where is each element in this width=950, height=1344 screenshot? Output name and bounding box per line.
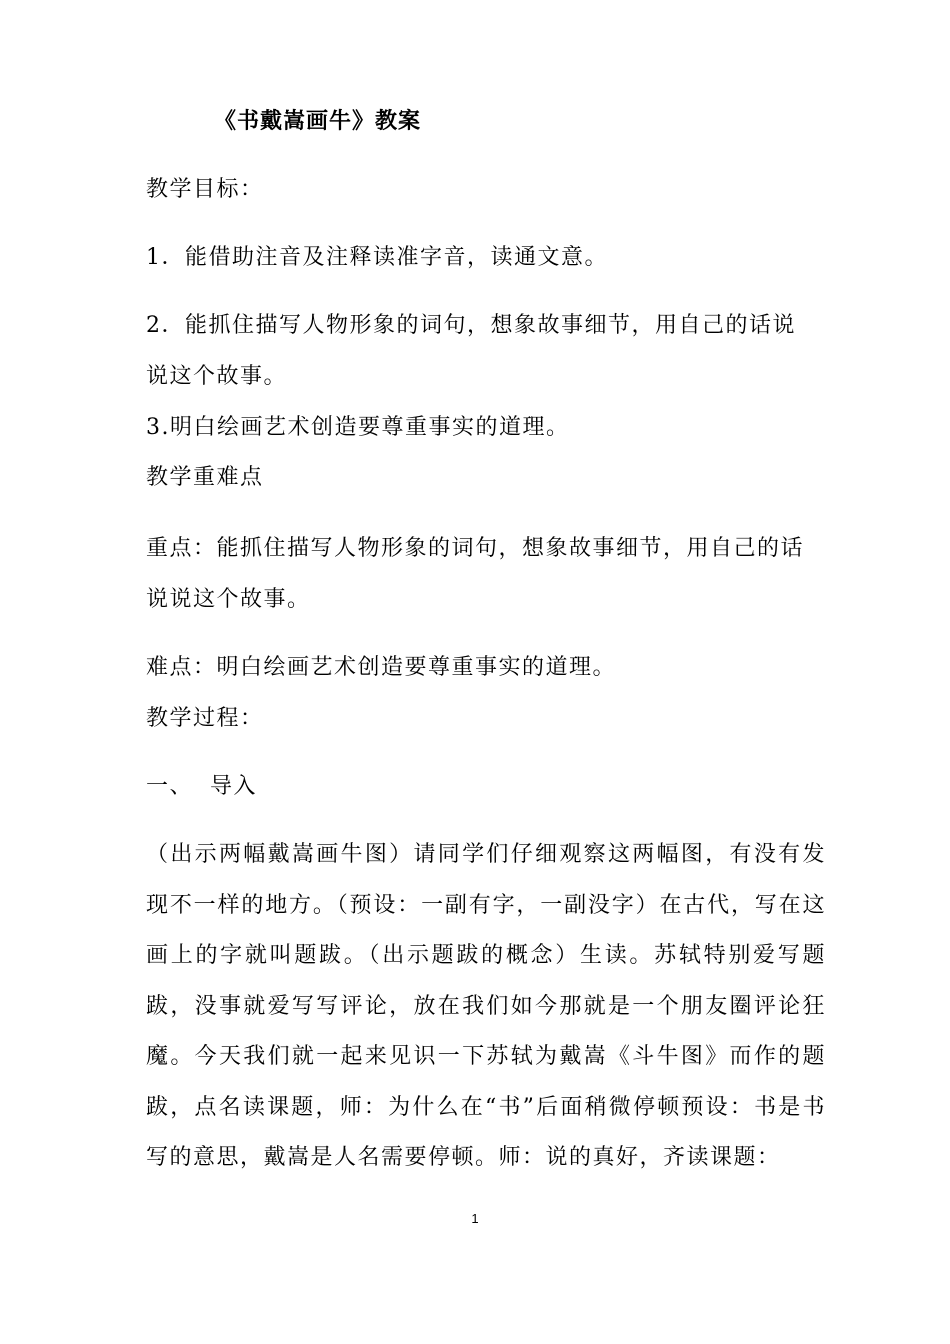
objective-2-line-1: 2．能抓住描写人物形象的词句，想象故事细节，用自己的话说 xyxy=(146,313,796,338)
key-point-line-1: 重点：能抓住描写人物形象的词句，想象故事细节，用自己的话 xyxy=(146,536,805,561)
objective-2-line-2: 说这个故事。 xyxy=(146,364,288,389)
difficult-point: 难点：明白绘画艺术创造要尊重事实的道理。 xyxy=(146,655,617,680)
key-difficult-heading: 教学重难点 xyxy=(146,465,264,490)
intro-paragraph: （出示两幅戴嵩画牛图）请同学们仔细观察这两幅图，有没有发现不一样的地方。（预设：一副有字，一副没字）在古代，写在这画上的字就叫题跋。（出示题跋的概念）生读。苏轼特别爱写题跋，没事就爱写写评论，放在我们如今那就是一个朋友圈评论狂魔。今天我们就一起来见识一下苏轼为戴嵩《斗牛图》而作的题跋，点名读课题，师：为什么在“书”后面稍微停顿预设：书是书写的意思，戴嵩是人名需要停顿。师：说的真好，齐读课题： xyxy=(146,842,826,1170)
section-1-heading: 一、 导入 xyxy=(146,774,257,799)
objective-3: 3.明白绘画艺术创造要尊重事实的道理。 xyxy=(146,415,570,440)
key-point-line-2: 说说这个故事。 xyxy=(146,587,311,612)
objective-1: 1．能借助注音及注释读准字音，读通文意。 xyxy=(146,245,608,270)
document-title: 《书戴嵩画牛》教案 xyxy=(214,108,422,134)
page-number: 1 xyxy=(471,1211,479,1226)
objectives-heading: 教学目标： xyxy=(146,177,264,202)
process-heading: 教学过程： xyxy=(146,706,264,731)
